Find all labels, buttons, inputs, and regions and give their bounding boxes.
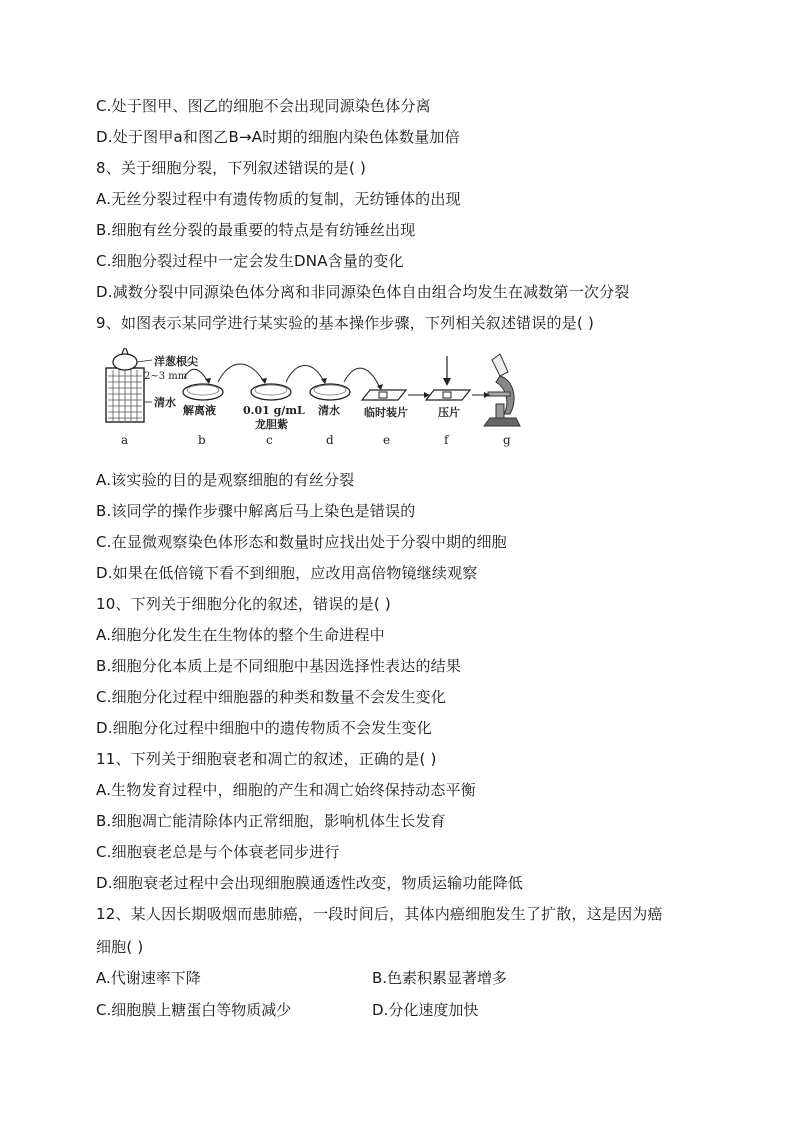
- question-12: 12、某人因长期吸烟而患肺癌，一段时间后，其体内癌细胞发生了扩散，这是因为癌: [96, 905, 663, 923]
- q11-option-d: D.细胞衰老过程中会出现细胞膜通透性改变，物质运输功能降低: [96, 874, 524, 892]
- dish-c-icon: [251, 384, 291, 400]
- q12-option-d: D.分化速度加快: [372, 1001, 479, 1019]
- q9-option-a: A.该实验的目的是观察细胞的有丝分裂: [96, 471, 355, 489]
- question-11: 11、下列关于细胞衰老和凋亡的叙述，正确的是( ): [96, 750, 437, 768]
- q10-option-c: C.细胞分化过程中细胞器的种类和数量不会发生变化: [96, 688, 447, 706]
- q8-option-b: B.细胞有丝分裂的最重要的特点是有纺锤丝出现: [96, 221, 416, 239]
- question-10: 10、下列关于细胞分化的叙述，错误的是( ): [96, 595, 391, 613]
- q10-option-b: B.细胞分化本质上是不同细胞中基因选择性表达的结果: [96, 657, 462, 675]
- q12-option-b: B.色素积累显著增多: [372, 969, 508, 987]
- root-size-label: 2~3 mm: [144, 371, 188, 382]
- concentration-label: 0.01 g/mL: [243, 404, 305, 417]
- step-letter-d: d: [326, 433, 334, 447]
- mount-label: 临时装片: [364, 406, 408, 419]
- question-12-continued: 细胞( ): [96, 938, 144, 956]
- q7-option-d: D.处于图甲a和图乙B→A时期的细胞内染色体数量加倍: [96, 128, 460, 146]
- water-label-a: 清水: [154, 396, 176, 409]
- q12-option-c: C.细胞膜上糖蛋白等物质减少: [96, 1001, 292, 1019]
- q12-option-a: A.代谢速率下降: [96, 969, 201, 987]
- slide-e-icon: [362, 390, 406, 400]
- experiment-figure: [100, 348, 530, 452]
- water-label-d: 清水: [318, 404, 340, 417]
- dissociation-label: 解离液: [183, 404, 216, 417]
- step-letter-a: a: [121, 433, 129, 447]
- step-letter-f: f: [444, 433, 449, 447]
- dish-d-icon: [310, 384, 350, 400]
- press-slide-icon: [426, 356, 470, 400]
- step-letter-b: b: [198, 433, 206, 447]
- onion-beaker-icon: [106, 348, 152, 422]
- q11-option-c: C.细胞衰老总是与个体衰老同步进行: [96, 843, 340, 861]
- q11-option-a: A.生物发育过程中，细胞的产生和凋亡始终保持动态平衡: [96, 781, 476, 799]
- question-8: 8、关于细胞分裂，下列叙述错误的是( ): [96, 159, 367, 177]
- q8-option-c: C.细胞分裂过程中一定会发生DNA含量的变化: [96, 252, 404, 270]
- q8-option-a: A.无丝分裂过程中有遗传物质的复制，无纺锤体的出现: [96, 190, 461, 208]
- microscope-icon: [484, 354, 520, 426]
- q9-option-d: D.如果在低倍镜下看不到细胞，应改用高倍物镜继续观察: [96, 564, 478, 582]
- q10-option-a: A.细胞分化发生在生物体的整个生命进程中: [96, 626, 385, 644]
- step-letter-g: g: [503, 433, 511, 447]
- press-label: 压片: [438, 406, 460, 419]
- question-9: 9、如图表示某同学进行某实验的基本操作步骤，下列相关叙述错误的是( ): [96, 314, 595, 332]
- dish-b-icon: [183, 384, 223, 400]
- q11-option-b: B.细胞凋亡能清除体内正常细胞，影响机体生长发育: [96, 812, 446, 830]
- q10-option-d: D.细胞分化过程中细胞中的遗传物质不会发生变化: [96, 719, 432, 737]
- stain-label: 龙胆紫: [255, 418, 288, 431]
- root-tip-label: 洋葱根尖: [154, 355, 198, 368]
- q8-option-d: D.减数分裂中同源染色体分离和非同源染色体自由组合均发生在减数第一次分裂: [96, 283, 630, 301]
- q7-option-c: C.处于图甲、图乙的细胞不会出现同源染色体分离: [96, 97, 431, 115]
- q9-option-b: B.该同学的操作步骤中解离后马上染色是错误的: [96, 502, 416, 520]
- step-letter-c: c: [266, 433, 273, 447]
- step-letter-e: e: [383, 433, 391, 447]
- q9-option-c: C.在显微观察染色体形态和数量时应找出处于分裂中期的细胞: [96, 533, 507, 551]
